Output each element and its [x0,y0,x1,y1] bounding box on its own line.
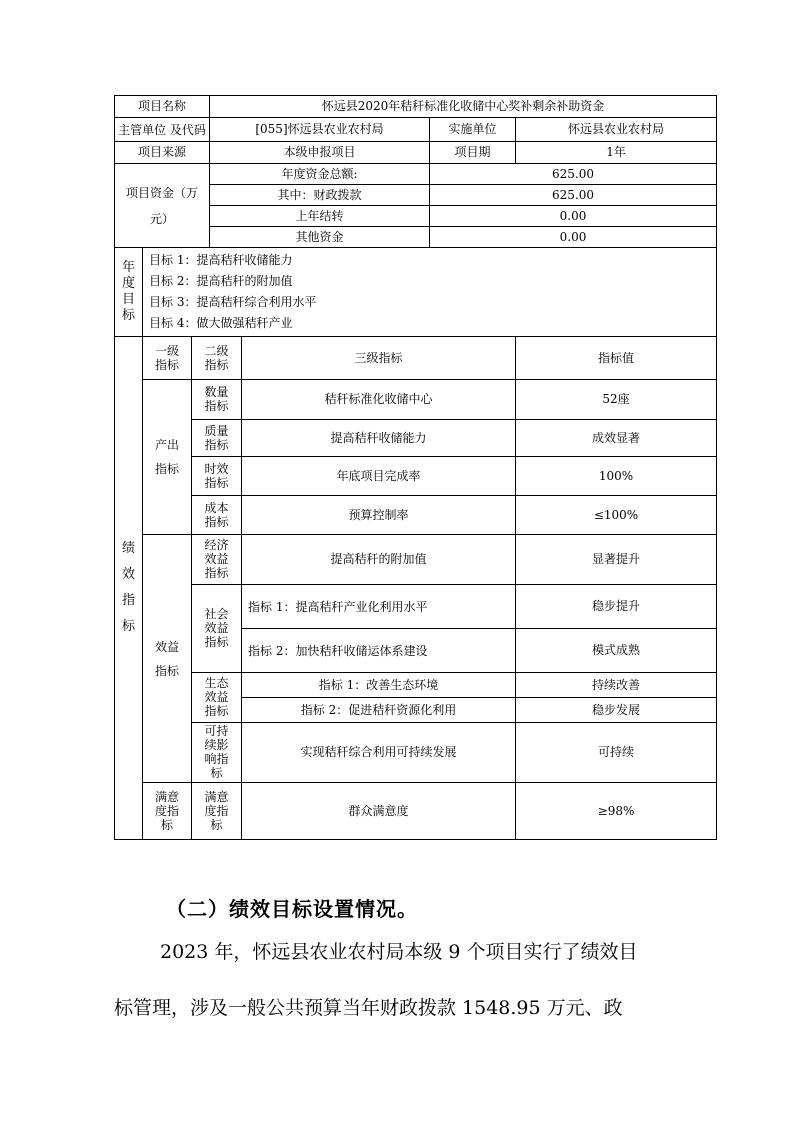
value-header: 指标值 [516,337,717,380]
goals-row [115,248,717,337]
indicator-value: 52座 [516,380,717,420]
funds-other-label: 其他资金 [210,227,430,248]
funds-total-label: 年度资金总额: [210,164,430,185]
indicator-row [115,535,717,585]
indicator-name: 预算控制率 [242,496,516,535]
indicator-name: 指标 1：改善生态环境 [242,673,516,698]
indicator-category: 可持续影响指标 [204,724,229,780]
goal-item: 目标 3：提高秸秆综合利用水平 [149,295,317,309]
indicator-row [115,496,717,535]
source-row [115,142,717,164]
performance-table [114,95,717,840]
goal-item: 目标 1：提高秸秆收储能力 [149,253,293,267]
indicator-category: 经济效益指标 [204,538,229,580]
indicators-label: 绩效指标 [121,541,135,634]
funds-row [115,164,717,185]
indicator-category: 质量指标 [204,423,229,452]
project-name-value: 怀远县2020年秸秆标准化收储中心奖补剩余补助资金 [210,96,717,118]
indicator-name: 指标 2：加快秸秆收储运体系建设 [242,629,516,673]
indicator-category: 数量指标 [204,385,229,413]
indicator-value: 可持续 [516,723,717,783]
indicator-row [115,380,717,420]
department-label: 主管单位 及代码 [115,118,210,142]
funds-label: 项目资金（万元） [115,164,210,248]
goals-list [143,248,717,337]
goals-label: 年度目标 [121,260,135,323]
satisfaction-label: 满意度指标 [154,789,179,832]
indicator-name: 秸秆标准化收储中心 [242,380,516,420]
indicator-name: 指标 2：促进秸秆资源化利用 [242,698,516,723]
section-heading: （二）绩效目标设置情况。 [166,897,418,921]
goal-item: 目标 4：做大做强秸秆产业 [149,316,293,330]
indicator-name: 指标 1：提高秸秆产业化利用水平 [242,585,516,629]
indicator-value: 持续改善 [516,673,717,698]
department-row [115,118,717,142]
period-value: 1年 [516,142,717,164]
level3-header: 三级指标 [242,337,516,380]
indicator-name: 实现秸秆综合利用可持续发展 [242,723,516,783]
project-name-row [115,96,717,118]
level2-header: 二级指标 [204,343,229,372]
funds-carryover-value: 0.00 [430,206,717,227]
source-value: 本级申报项目 [210,142,430,164]
indicator-value: ≥98% [516,783,717,840]
indicator-category: 满意度指标 [204,789,229,832]
indicator-header-row [115,337,717,380]
indicator-name: 提高秸秆的附加值 [242,535,516,585]
indicator-value: 成效显著 [516,420,717,457]
indicator-category: 社会效益指标 [204,607,229,649]
funds-other-value: 0.00 [430,227,717,248]
indicator-category: 成本指标 [204,500,229,529]
project-name-label: 项目名称 [115,96,210,118]
indicator-row [115,457,717,496]
funds-fiscal-value: 625.00 [430,185,717,206]
indicator-row [115,783,717,840]
indicator-name: 年底项目完成率 [242,457,516,496]
indicator-category: 时效指标 [204,461,229,490]
funds-total-value: 625.00 [430,164,717,185]
indicator-value: 模式成熟 [516,629,717,673]
level1-header: 一级指标 [154,343,179,372]
indicator-name: 群众满意度 [242,783,516,840]
output-label: 产出指标 [154,438,179,476]
benefit-label: 效益指标 [154,639,179,678]
paragraph-line: 2023 年，怀远县农业农村局本级 9 个项目实行了绩效目 [160,941,638,963]
funds-fiscal-label: 其中：财政拨款 [210,185,430,206]
implementing-unit-value: 怀远县农业农村局 [516,118,717,142]
source-label: 项目来源 [115,142,210,164]
indicator-row [115,723,717,783]
indicator-row [115,585,717,629]
period-label: 项目期 [430,142,516,164]
indicator-name: 提高秸秆收储能力 [242,420,516,457]
indicator-value: 稳步提升 [516,585,717,629]
department-value: [055]怀远县农业农村局 [210,118,430,142]
indicator-value: 稳步发展 [516,698,717,723]
funds-carryover-label: 上年结转 [210,206,430,227]
indicator-category: 生态效益指标 [204,676,229,718]
goal-item: 目标 2：提高秸秆的附加值 [149,274,293,288]
indicator-value: 100% [516,457,717,496]
indicator-value: ≤100% [516,496,717,535]
paragraph-line: 标管理，涉及一般公共预算当年财政拨款 1548.95 万元、政 [114,997,623,1019]
implementing-unit-label: 实施单位 [430,118,516,142]
indicator-row [115,673,717,698]
indicator-value: 显著提升 [516,535,717,585]
indicator-row [115,420,717,457]
